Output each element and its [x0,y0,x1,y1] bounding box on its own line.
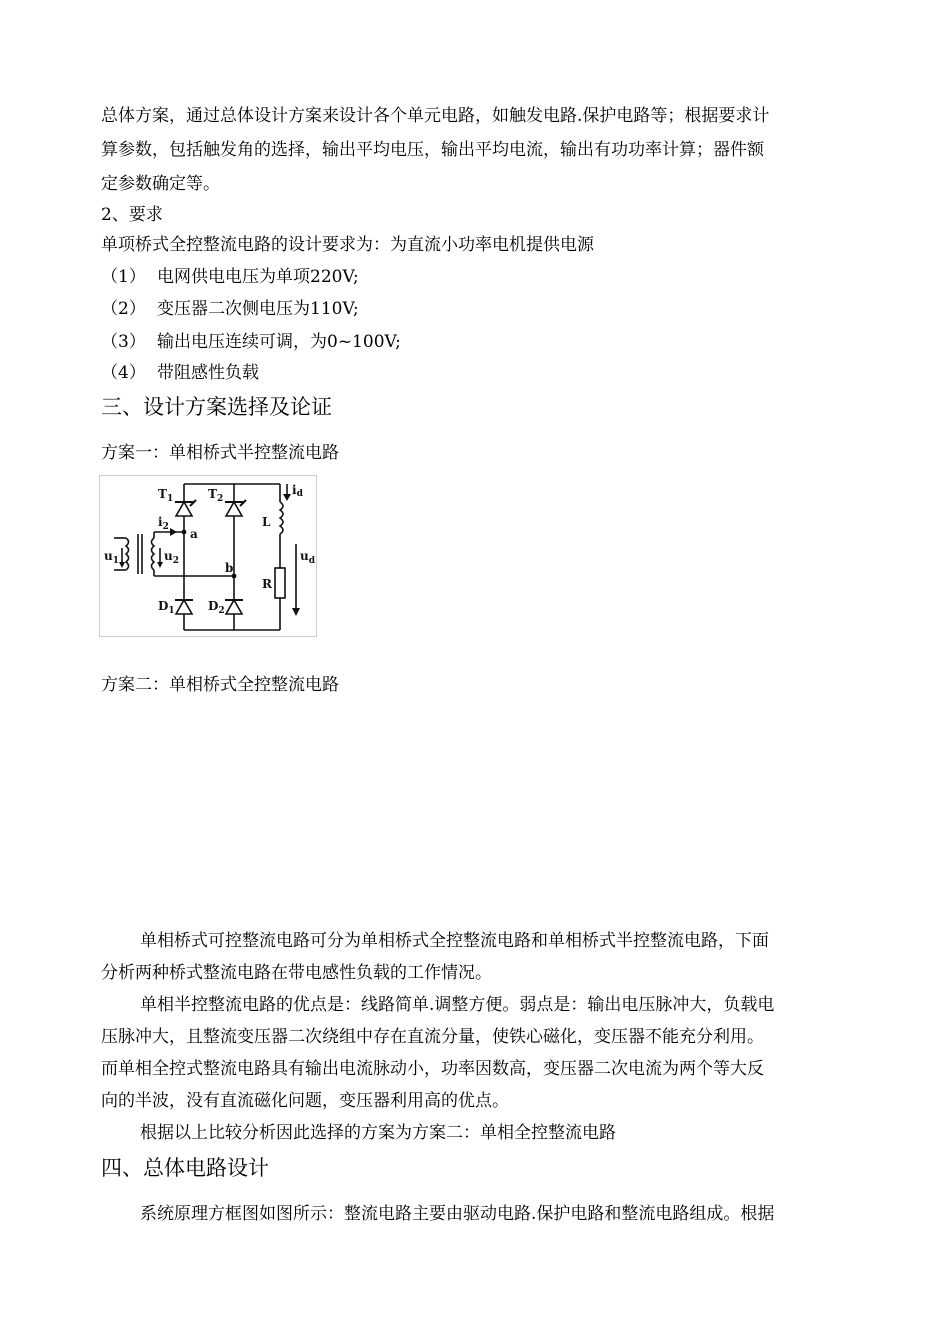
para1-line-1: 单相桥式可控整流电路可分为单相桥式全控整流电路和单相桥式半控整流电路，下面 [140,931,769,951]
para3: 根据以上比较分析因此选择的方案为方案二：单相全控整流电路 [140,1123,616,1143]
para2-line-1: 单相半控整流电路的优点是：线路简单.调整方便。弱点是：输出电压脉冲大，负载电 [140,995,775,1015]
requirement-num: （1） [101,267,146,287]
requirement-text: 带阻感性负载 [157,363,259,383]
para2-line-3: 而单相全控式整流电路具有输出电流脉动小，功率因数高，变压器二次电流为两个等大反 [101,1059,764,1079]
para2-line-4: 向的半波，没有直流磁化问题，变压器利用高的优点。 [101,1091,509,1111]
intro-line-1: 总体方案，通过总体设计方案来设计各个单元电路，如触发电路.保护电路等；根据要求计 [101,106,770,126]
requirement-text: 变压器二次侧电压为110V; [157,299,359,319]
requirement-item [101,330,401,354]
para2-line-2: 压脉冲大，且整流变压器二次绕组中存在直流分量，使铁心磁化，变压器不能充分利用。 [101,1027,764,1047]
label-a: a [190,527,198,541]
half-controlled-bridge-figure [99,475,317,637]
requirement-num: （2） [101,299,146,319]
label-u1: $u_1$ [104,549,119,566]
label-l: L [262,515,271,529]
label-u2: $u_2$ [164,549,179,566]
label-b: b [225,561,234,575]
requirement-text: 输出电压连续可调，为0~100V; [157,332,401,352]
requirement-item [101,361,259,385]
section4-heading: 四、总体电路设计 [101,1156,269,1180]
intro-line-2: 算参数，包括触发角的选择，输出平均电压，输出平均电流，输出有功功率计算；器件额 [101,140,764,160]
requirement-item [101,265,359,289]
requirements-title: 2、要求 [101,205,163,225]
para1-line-2: 分析两种桥式整流电路在带电感性负载的工作情况。 [101,963,492,983]
label-id: id [292,483,303,499]
requirement-num: （3） [101,332,146,352]
circuit-diagram [100,476,316,636]
label-i2: $i_2$ [158,515,169,532]
label-t1: $T_1$ [158,487,174,504]
section3-heading: 三、设计方案选择及论证 [101,395,332,419]
requirement-text: 电网供电电压为单项220V; [157,267,359,287]
intro-line-3: 定参数确定等。 [101,174,220,194]
plan2-label: 方案二：单相桥式全控整流电路 [101,675,339,695]
requirement-item [101,297,359,321]
section4-para: 系统原理方框图如图所示：整流电路主要由驱动电路.保护电路和整流电路组成。根据 [140,1204,775,1224]
label-t2: $T_2$ [208,487,224,504]
label-ud: $u_d$ [300,549,316,566]
requirements-desc: 单项桥式全控整流电路的设计要求为：为直流小功率电机提供电源 [101,235,594,255]
requirement-num: （4） [101,363,146,383]
label-d1: $D_1$ [158,599,175,616]
plan1-label: 方案一：单相桥式半控整流电路 [101,443,339,463]
label-r: R [262,577,272,591]
label-d2: $D_2$ [208,599,225,616]
